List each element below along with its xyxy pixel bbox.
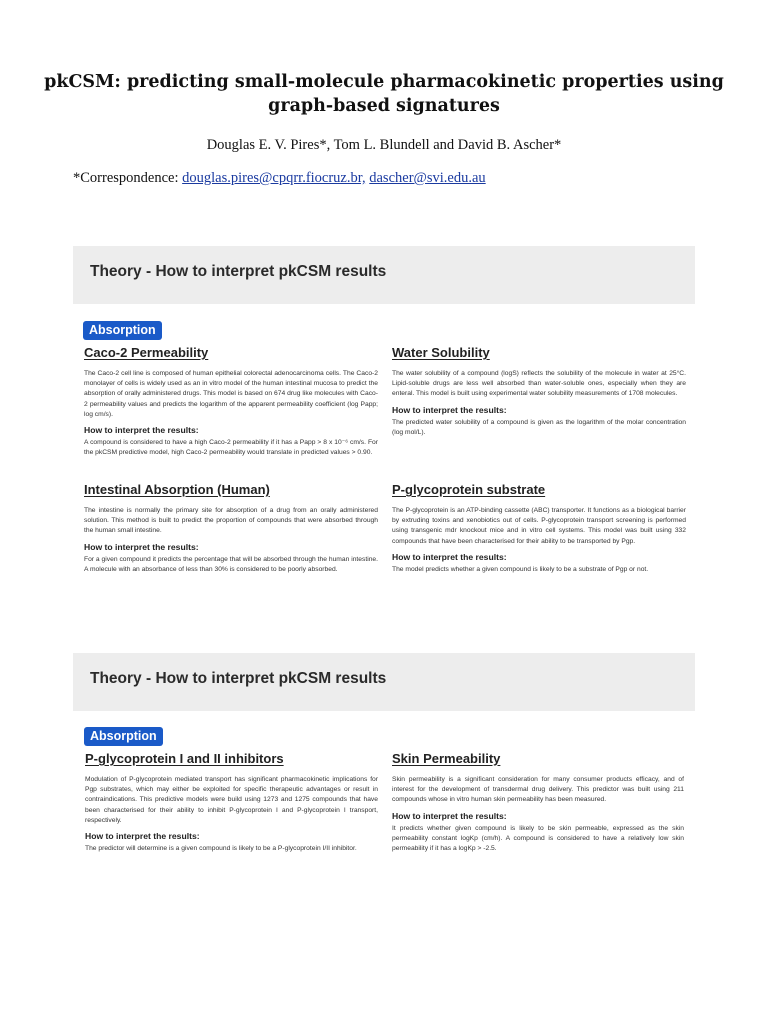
section-result: The model predicts whether a given compound is likely to be a substrate of Pgp or not. xyxy=(392,565,649,573)
authors: Douglas E. V. Pires*, Tom L. Blundell and David B. Ascher* xyxy=(206,137,562,153)
skin-permeability-section xyxy=(392,751,684,854)
section-body: Modulation of P-glycoprotein mediated transport has significant pharmacokinetic implications for Pgp substrates, which may either be exploited for specific therapeutic advantages or result in contraindications. This predictive models were build using 1273 and 1275 compounds that have been characterised for their ability to inhibit P-glycoprotein I and P-glycoprotein I transport, respectively. xyxy=(85,776,378,824)
section-title: P-glycoprotein I and II inhibitors xyxy=(85,751,284,766)
howto-heading: How to interpret the results: xyxy=(84,541,199,552)
section-title: P-glycoprotein substrate xyxy=(392,482,546,497)
section-body: Skin permeability is a significant consideration for many consumer products efficacy, and of interest for the development of transdermal drug delivery. This predictor was built using 211 compounds whose in vitro human skin permeability has been measured. xyxy=(392,776,684,804)
section-result: It predicts whether given compound is likely to be skin permeable, expressed as the skin permeability constant logKp (cm/h). A compound is considered to have a relatively low skin permeability if it has a logKp > -2.5. xyxy=(392,824,684,853)
howto-heading: How to interpret the results: xyxy=(392,404,507,415)
section-title: Skin Permeability xyxy=(392,751,501,766)
pgp-substrate-section xyxy=(392,482,686,575)
correspondence xyxy=(73,170,486,187)
water-solubility-section xyxy=(392,345,686,438)
howto-heading: How to interpret the results: xyxy=(84,425,199,436)
absorption-badge: Absorption xyxy=(83,321,162,340)
howto-heading: How to interpret the results: xyxy=(392,551,507,562)
pgp-inhibitors-section xyxy=(85,751,378,854)
section-title: Water Solubility xyxy=(392,345,490,360)
banner-title: Theory - How to interpret pkCSM results xyxy=(90,670,387,687)
section-title: Intestinal Absorption (Human) xyxy=(84,482,270,497)
email-link-pires[interactable]: douglas.pires@cpqrr.fiocruz.br, xyxy=(182,170,366,186)
section-result: The predicted water solubility of a compound is given as the logarithm of the molar concentration (log mol/L). xyxy=(392,418,686,436)
section-body: The Caco-2 cell line is composed of human epithelial colorectal adenocarcinoma cells. The Caco-2 monolayer of cells is widely used as an in vitro model of the human intestinal mucosa to predict the absorption of orally administered drugs. This model is based on 674 drug like molecules with Caco-2 permeability values and predicts the logarithm of the apparent permeability coefficient (log Papp; log cm/s). xyxy=(84,370,378,418)
title-line-2: graph-based signatures xyxy=(268,96,500,116)
title-line-1: pkCSM: predicting small-molecule pharmacokinetic properties using xyxy=(44,72,724,92)
section-body: The intestine is normally the primary site for absorption of a drug from an orally administered solution. This method is built to predict the proportion of compounds that were absorbed through the human small intestine. xyxy=(84,507,378,535)
intestinal-absorption-section xyxy=(84,482,378,575)
section-banner-2 xyxy=(73,653,695,711)
section-body: The water solubility of a compound (logS) reflects the solubility of the molecule in water at 25°C. Lipid-soluble drugs are less well absorbed than water-soluble ones, especially when they are enteral. This model is built using experimental water solubility measurements of 1708 molecules. xyxy=(392,370,686,398)
section-result: For a given compound it predicts the percentage that will be absorbed through the human intestine. A molecule with an absorbance of less than 30% is considered to be poorly absorbed. xyxy=(84,555,378,573)
section-banner-1 xyxy=(73,246,695,304)
correspondence-label: *Correspondence: xyxy=(73,170,183,186)
section-body: The P-glycoprotein is an ATP-binding cassette (ABC) transporter. It functions as a biological barrier by extruding toxins and xenobiotics out of cells. P-glycoprotein transport screening is performed using transgenic mdr knockout mice and in vitro cell systems. This model was built using 332 compounds that have been characterised for their ability to be transported by Pgp. xyxy=(392,507,686,545)
section-title: Caco-2 Permeability xyxy=(84,345,209,360)
howto-heading: How to interpret the results: xyxy=(85,831,200,842)
caco2-section xyxy=(84,345,378,458)
email-link-ascher[interactable]: dascher@svi.edu.au xyxy=(369,170,486,186)
section-result: A compound is considered to have a high Caco-2 permeability if it has a Papp > 8 x 10⁻⁶ cm/s. For the pkCSM predictive model, high Caco-2 permeability would translate in predicted values > 0.90. xyxy=(84,439,378,457)
banner-title: Theory - How to interpret pkCSM results xyxy=(90,263,387,280)
absorption-badge: Absorption xyxy=(84,727,163,746)
document-title xyxy=(40,70,728,118)
section-result: The predictor will determine is a given compound is likely to be a P-glycoprotein I/II inhibitor. xyxy=(85,845,357,853)
howto-heading: How to interpret the results: xyxy=(392,810,507,821)
